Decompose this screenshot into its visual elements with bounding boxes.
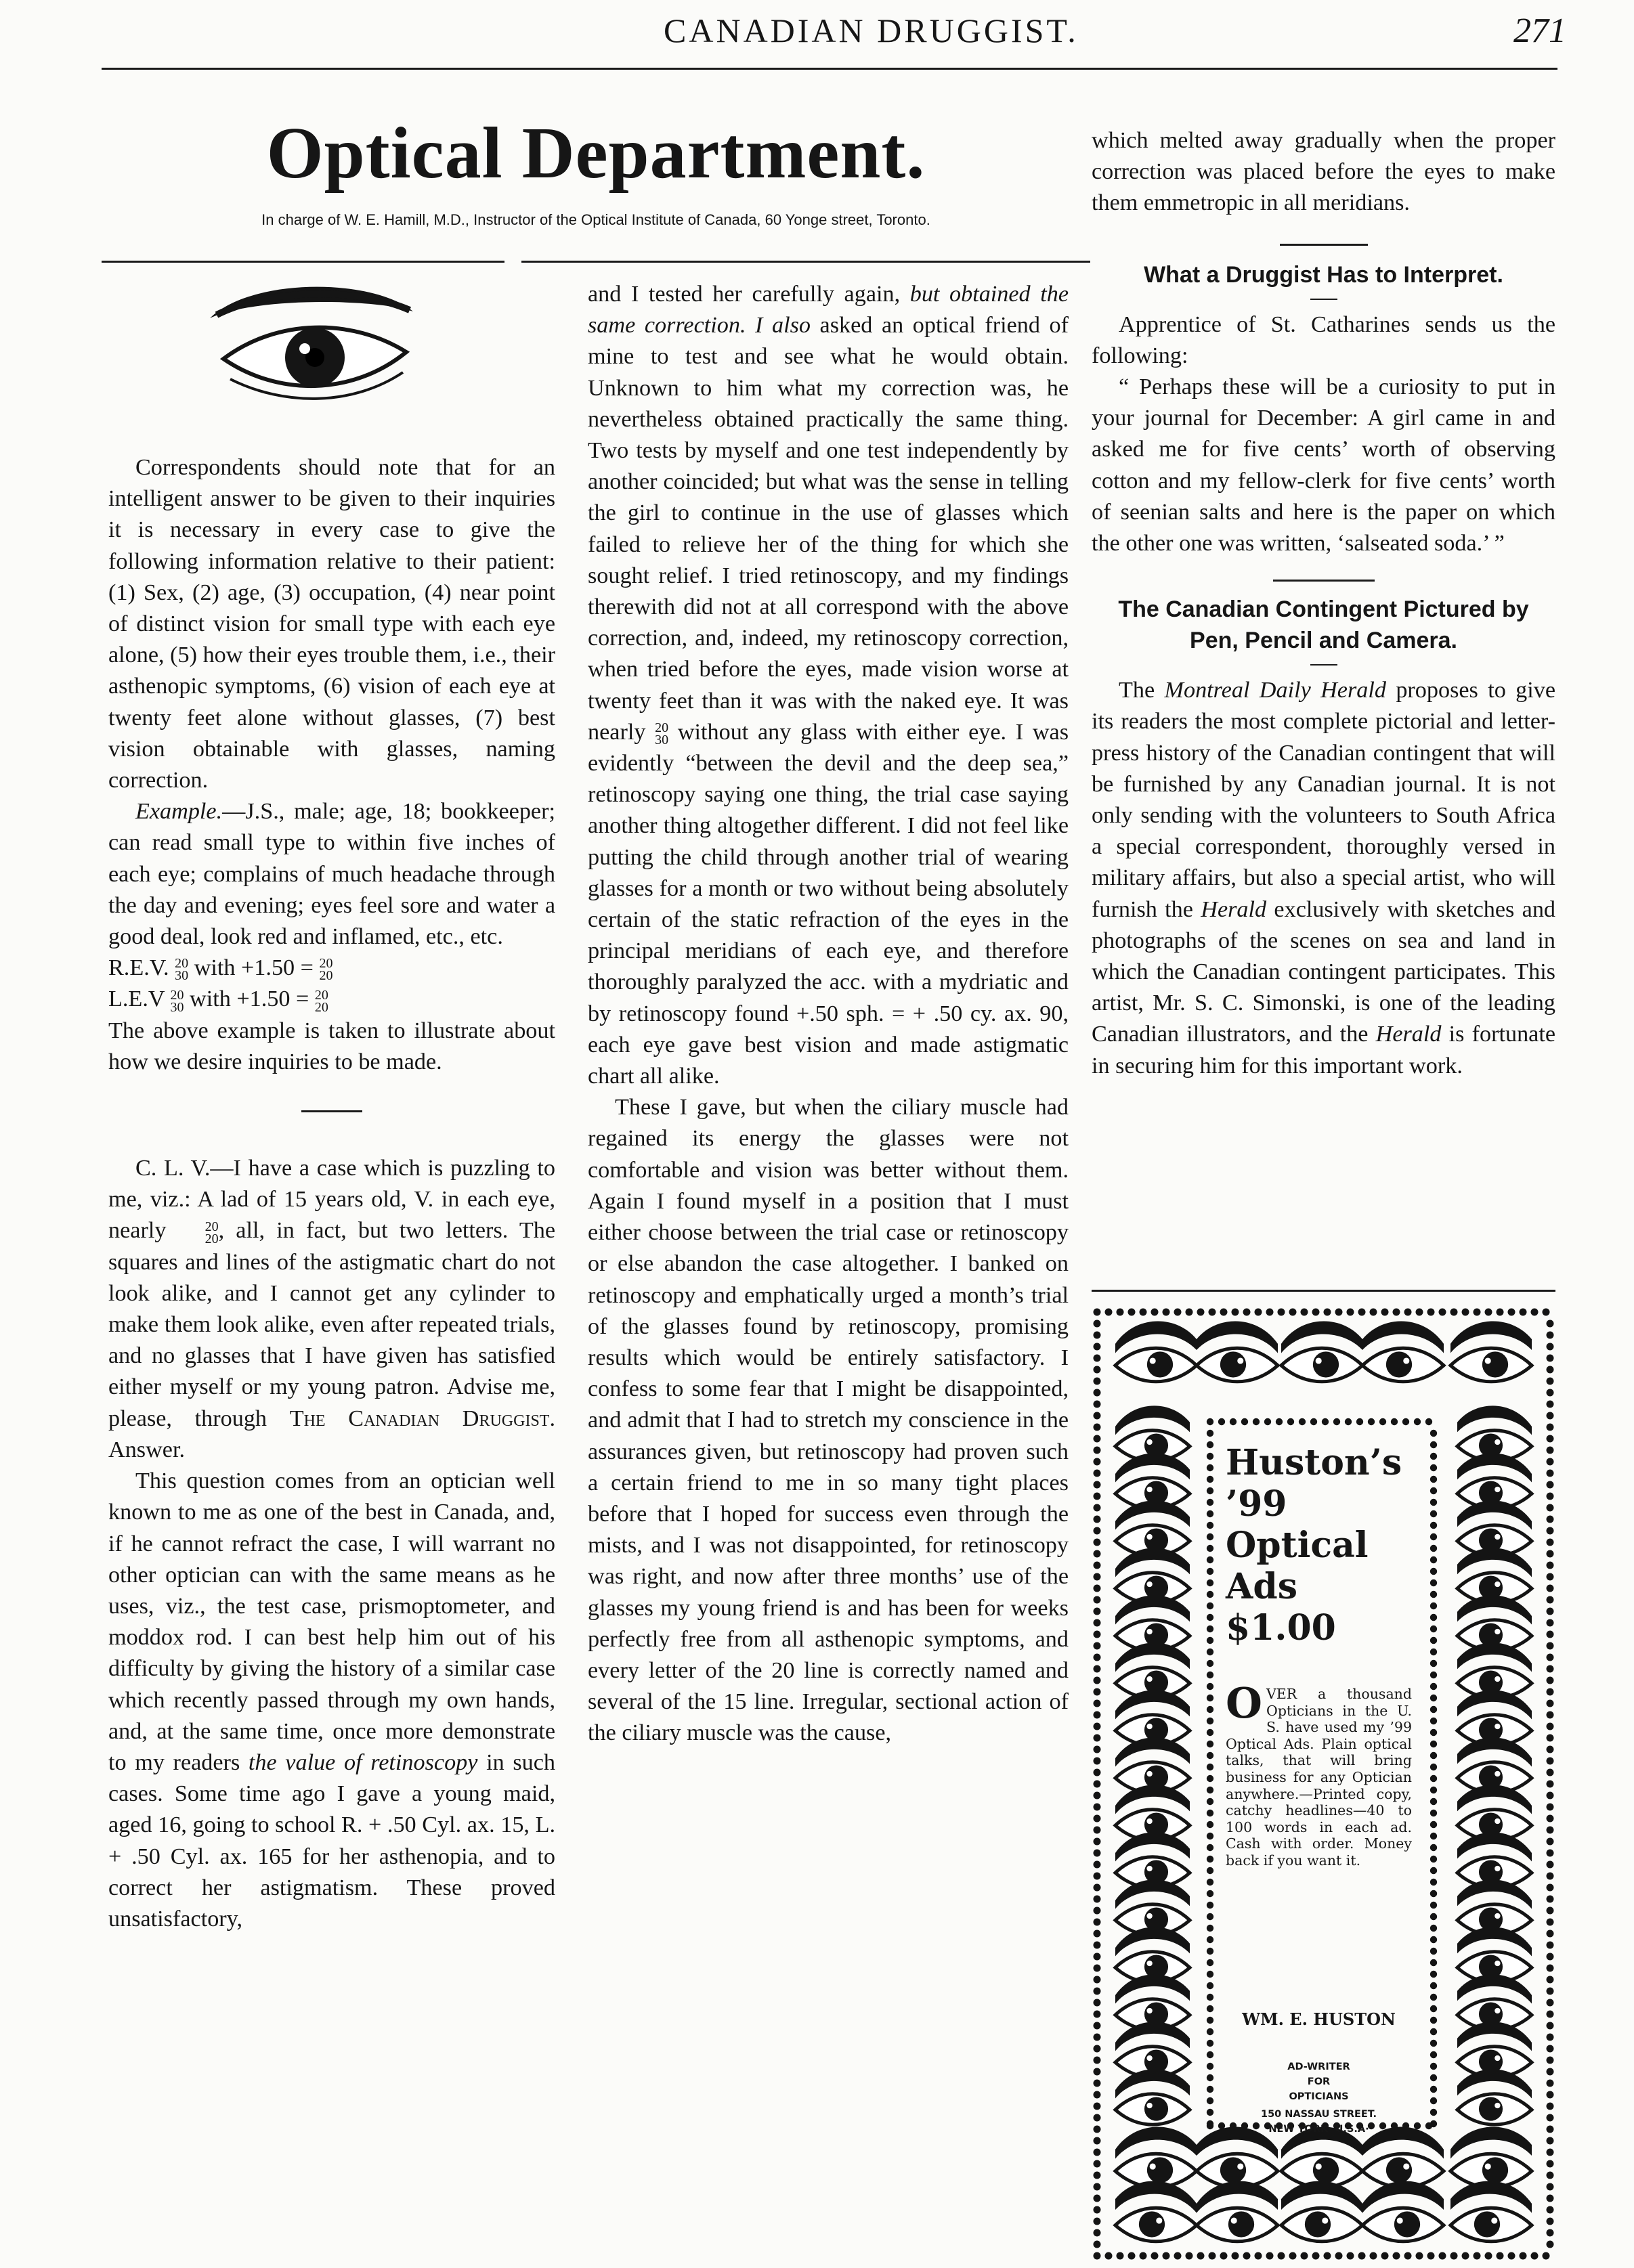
column-2 xyxy=(588,279,1069,1749)
col3-continuation: which melted away gradually when the proper correction was placed before the eyes to make them emmetropic in all meridians. xyxy=(1092,128,1555,216)
ad-address: AD-WRITER FOR OPTICIANS 150 NASSAU STREET. NEW YORK· U.S.A· xyxy=(1260,2062,1377,2135)
department-rule-right xyxy=(521,261,1090,263)
correspondents-note: Correspondents should note that for an intelligent answer to be given to their inquiries it is necessary in every case to give the following information relative to their patient: (1) Sex, (2) age, (3) occupation, (4) near point of distinct vision for small type with each eye alone, (5) how their eyes trouble them, i.e., their asthenopic symptoms, (6) vision of each eye at twenty feet alone without glasses, (7) best vision obtainable with glasses, naming correction. xyxy=(108,455,555,793)
department-subtitle: In charge of W. E. Hamill, M.D., Instructor of the Optical Institute of Canada, 60 Yonge street, Toronto. xyxy=(261,211,930,228)
clv-letter: C. L. V.—I have a case which is puzzling to me, viz.: A lad of 15 years old, V. in each eye, nearly 20 20 , all, in fact, but two letters. The squares and lines of the astigmatic chart do not look alike, and I cannot get any cylinder to make them look alike, even after repeated trials, and no glasses that I have given has satisfied either myself or my young patron. Advise me, please, through The Canadian Druggist. Answer. xyxy=(108,1156,556,1462)
col3-rule-1 xyxy=(1280,244,1368,246)
column-1 xyxy=(108,452,555,1935)
lev-equation: L.E.V 20 30 with +1.50 = 20 20 xyxy=(108,986,328,1015)
department-rule-left xyxy=(102,261,504,263)
huston-optical-ad xyxy=(1092,1307,1555,2261)
herald-paragraph: The Montreal Daily Herald proposes to give its readers the most complete pictorial and letter-press history of the Canadian contingent that will be furnished by any Canadian journal. It is not only sending with the volunteers to South Africa a special correspondent, thoroughly versed in military affairs, but also a special artist, who will furnish the Herald exclusively with sketches and photographs of the scenes on sea and land in which the Canadian contingent participates. This artist, Mr. S. C. Simonski, is one of the leading Canadian illustrators, and the Herald is fortunate in securing him for this important work. xyxy=(1092,678,1556,1078)
running-head xyxy=(0,5,1634,107)
col3-dash-1 xyxy=(1310,299,1337,300)
apprentice-paragraph: Apprentice of St. Catharines sends us the following: xyxy=(1092,311,1555,368)
rev-equation: R.E.V. 20 30 with +1.50 = 20 20 xyxy=(108,955,333,984)
druggist-interpret-heading: What a Druggist Has to Interpret. xyxy=(1144,261,1503,288)
eye-illustration-icon xyxy=(203,278,420,413)
example-closing: The above example is taken to illustrate about how we desire inquiries to be made. xyxy=(108,1018,555,1074)
ad-signature: WM. E. HUSTON xyxy=(1242,2009,1396,2029)
header-rule xyxy=(102,68,1557,70)
column-3-bottom-rule xyxy=(1092,1290,1555,1292)
ad-title: Huston’s ’99 Optical Ads $1.00 xyxy=(1226,1442,1402,1649)
example-paragraph: Example.—J.S., male; age, 18; bookkeeper; can read small type to within five inches of each eye; complains of much headache through the day and evening; eyes feel sore and water a good deal, look red and inflamed, etc., etc. xyxy=(108,799,555,950)
answer-paragraph: This question comes from an optician well known to me as one of the best in Canada, and, if he cannot refract the case, I will warrant no other optician can with the same means as he uses, viz., the test case, prismoptometer, and moddox rod. I can best help him out of his difficulty by giving the history of a similar case which recently passed through my own hands, and, at the same time, once more demonstrate to my readers the value of retinoscopy in such cases. Some time ago I gave a young maid, aged 16, going to school R. + .50 Cyl. ax. 15, L. + .50 Cyl. ax. 165 for her asthenopia, and to correct her astigmatism. These proved unsatisfactory, xyxy=(108,1468,555,1932)
retinoscopy-result: These I gave, but when the ciliary muscle had regained its energy the glasses were not comfortable and vision was better without them. Again I found myself in a position that I must either choose between the trial case or retinoscopy or else abandon the case altogether. I banked on retinoscopy and emphatically urged a month’s trial of the glasses found by retinoscopy, promising results which would be entirely satisfactory. I confess to some fear that I might be disappointed, and admit that I had to stretch my conscience in the assurances given, but retinoscopy had proven such a certain friend to me in so many tight places before that I hoped for success even through the mists, and I was not disappointed, for retinoscopy was right, and now after three months’ use of the glasses my young friend is and has been for weeks perfectly free from all asthenopic symptoms, and every letter of the 20 line is correctly named and several of the 15 line. Irregular, sectional action of the ciliary muscle was the cause, xyxy=(588,1095,1069,1746)
canadian-contingent-heading: The Canadian Contingent Pictured by Pen, Pencil and Camera. xyxy=(1118,596,1529,654)
col3-dash-2 xyxy=(1310,664,1337,666)
department-title: Optical Department. xyxy=(266,113,926,194)
journal-title: CANADIAN DRUGGIST. xyxy=(664,12,1079,49)
column-3 xyxy=(1092,125,1555,1082)
retinoscopy-case: and I tested her carefully again, but obtained the same correction. I also asked an optical friend of mine to test and see what he would obtain. Unknown to him what my correction was, he nevertheless obtained practically the same thing. Two tests by myself and one test independently by another coincided; but what was the sense in telling the girl to continue in the use of glasses which failed to relieve her of the thing for which she sought relief. I tried retinoscopy, and my findings therewith did not at all correspond with the above correction, and, indeed, my retinoscopy correction, when tried before the eyes, made vision worse at twenty feet than it was with the naked eye. It was nearly 20 30 without any glass with either eye. I was evidently “between the devil and the deep sea,” retinoscopy saying one thing, the trial case saying another thing altogether different. I did not feel like putting the child through another trial of wearing glasses for a month or two without being absolutely certain of the static refraction of the eyes in the principal meridians of each eye, and therefore thoroughly paralyzed the acc. with a mydriatic and by retinoscopy found +.50 sph. = + .50 cy. ax. 90, each eye gave best vision and made astigmatic chart all alike. xyxy=(588,282,1069,1089)
col3-rule-2 xyxy=(1273,580,1375,582)
page-number: 271 xyxy=(1513,12,1566,50)
ad-body: OVER a thousand Opticians in the U. S. have used my ’99 Optical Ads. Plain optical talks, that will bring business for any Optician anywhere.—Printed copy, catchy headlines—40 to 100 words in each ad. Cash with order. Money back if you want it. xyxy=(1226,1678,1412,1869)
curiosity-quote: “ Perhaps these will be a curiosity to put in your journal for December: A girl came in and asked me for five cents’ worth of observing cotton and my fellow-clerk for five cents’ worth of seenian salts and here is the paper on which the other one was written, ‘salseated soda.’ ” xyxy=(1092,374,1555,557)
column-1-separator xyxy=(301,1110,362,1112)
